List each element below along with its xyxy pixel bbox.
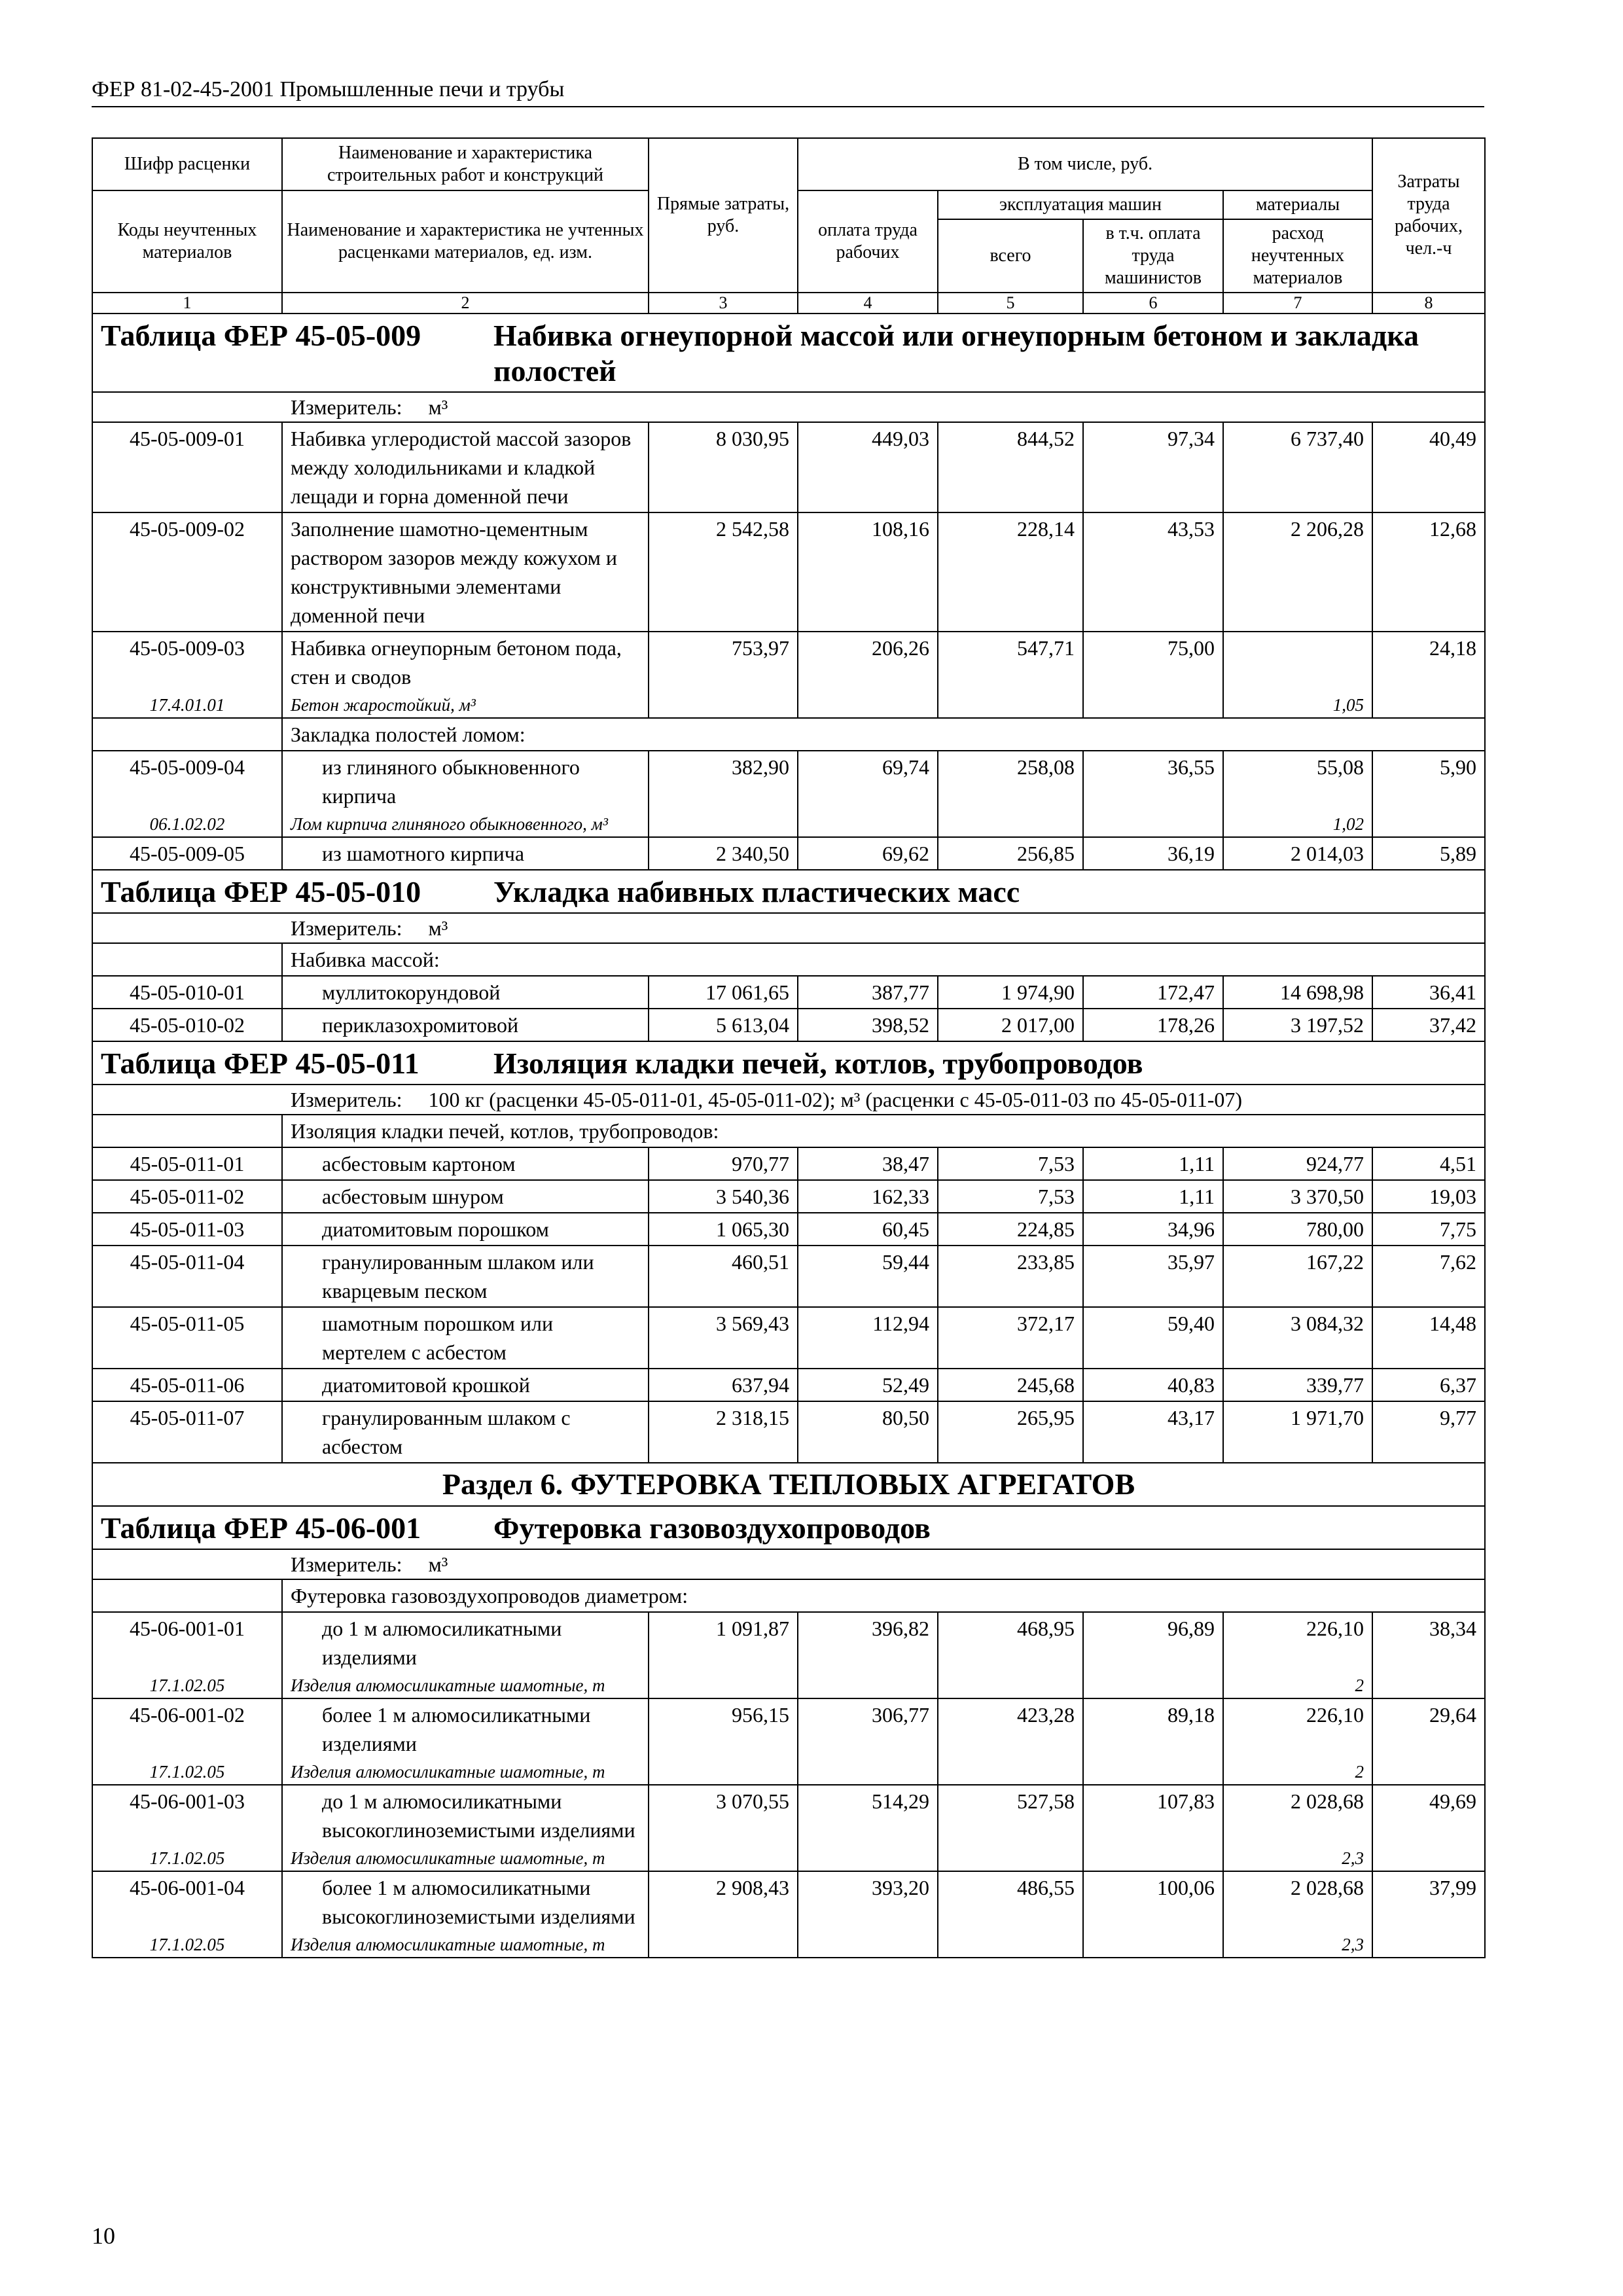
group-label: Футеровка газовоздухопроводов диаметром: (282, 1579, 1485, 1612)
machinist-wage: 89,18 (1083, 1698, 1223, 1759)
material-quantity: 2,3 (1223, 1846, 1372, 1871)
machines-total: 2 017,00 (938, 1009, 1083, 1041)
materials-cost: 3 084,32 (1223, 1307, 1372, 1369)
table-row (92, 1612, 1485, 1673)
table-title-row (92, 314, 1485, 392)
rate-code: 45-05-009-04 (92, 751, 282, 812)
col-code-header: Шифр расценки (92, 138, 282, 190)
materials-cost: 2 014,03 (1223, 837, 1372, 870)
meter-label: Измеритель: (291, 395, 402, 419)
unaccounted-material-row (92, 812, 1485, 837)
machines-total: 256,85 (938, 837, 1083, 870)
table-number: Таблица ФЕР 45-05-010 (101, 875, 421, 908)
machines-total: 233,85 (938, 1246, 1083, 1307)
group-row (92, 943, 1485, 976)
table-row (92, 976, 1485, 1009)
direct-costs: 460,51 (649, 1246, 798, 1307)
labor-hours: 9,77 (1372, 1401, 1485, 1463)
table-title-row (92, 870, 1485, 913)
machinist-wage: 34,96 (1083, 1213, 1223, 1246)
materials-cost: 167,22 (1223, 1246, 1372, 1307)
group-code-empty (92, 943, 282, 976)
empty-cell (938, 1846, 1083, 1871)
machines-total: 258,08 (938, 751, 1083, 812)
machinist-wage: 59,40 (1083, 1307, 1223, 1369)
table-row (92, 1180, 1485, 1213)
table-number: Таблица ФЕР 45-05-011 (101, 1047, 419, 1080)
meter (92, 1085, 1485, 1115)
col-labor-header: Затраты труда рабочих, чел.-ч (1372, 138, 1485, 293)
empty-cell (798, 1759, 938, 1785)
empty-cell (938, 1673, 1083, 1698)
col-number: 3 (649, 293, 798, 314)
worker-wage: 108,16 (798, 512, 938, 632)
machines-total: 486,55 (938, 1871, 1083, 1932)
empty-cell (938, 1759, 1083, 1785)
labor-hours: 5,90 (1372, 751, 1485, 812)
machinist-wage: 35,97 (1083, 1246, 1223, 1307)
materials-cost (1223, 632, 1372, 692)
table-title (92, 870, 1485, 913)
empty-cell (1083, 812, 1223, 837)
rate-name: муллитокорундовой (282, 976, 649, 1009)
empty-cell (798, 1673, 938, 1698)
worker-wage: 38,47 (798, 1147, 938, 1180)
material-name: Лом кирпича глиняного обыкновенного, м³ (282, 812, 649, 837)
table-row (92, 1213, 1485, 1246)
table-name: Набивка огнеупорной массой или огнеупорным бетоном и закладка полостей (493, 319, 1419, 387)
unaccounted-material-row (92, 1932, 1485, 1958)
labor-hours: 37,42 (1372, 1009, 1485, 1041)
col-number: 4 (798, 293, 938, 314)
worker-wage: 69,62 (798, 837, 938, 870)
table-row (92, 1009, 1485, 1041)
direct-costs: 3 070,55 (649, 1785, 798, 1846)
col-number: 5 (938, 293, 1083, 314)
rate-code: 45-05-011-07 (92, 1401, 282, 1463)
labor-hours: 49,69 (1372, 1785, 1485, 1846)
group-label: Набивка массой: (282, 943, 1485, 976)
labor-hours: 37,99 (1372, 1871, 1485, 1932)
empty-cell (938, 812, 1083, 837)
table-row (92, 1871, 1485, 1932)
machines-total: 1 974,90 (938, 976, 1083, 1009)
worker-wage: 449,03 (798, 422, 938, 512)
labor-hours: 36,41 (1372, 976, 1485, 1009)
materials-cost: 780,00 (1223, 1213, 1372, 1246)
direct-costs: 8 030,95 (649, 422, 798, 512)
material-name: Бетон жаростойкий, м³ (282, 692, 649, 718)
rate-name: диатомитовой крошкой (282, 1369, 649, 1401)
rate-code: 45-06-001-04 (92, 1871, 282, 1932)
table-row (92, 632, 1485, 692)
labor-hours: 14,48 (1372, 1307, 1485, 1369)
table-name: Укладка набивных пластических масс (493, 875, 1020, 908)
col-name-header: Наименование и характеристика строительных работ и конструкций (282, 138, 649, 190)
worker-wage: 162,33 (798, 1180, 938, 1213)
col-name-unacc-header: Наименование и характеристика не учтенных расценками материалов, ед. изм. (282, 190, 649, 293)
materials-cost: 226,10 (1223, 1698, 1372, 1759)
labor-hours: 5,89 (1372, 837, 1485, 870)
labor-hours: 24,18 (1372, 632, 1485, 692)
col-code-unacc-header: Коды неучтенных материалов (92, 190, 282, 293)
direct-costs: 3 540,36 (649, 1180, 798, 1213)
meter (92, 1549, 1485, 1579)
worker-wage: 59,44 (798, 1246, 938, 1307)
material-quantity: 1,02 (1223, 812, 1372, 837)
table-number: Таблица ФЕР 45-06-001 (101, 1511, 421, 1545)
group-code-empty (92, 1115, 282, 1147)
group-code-empty (92, 1579, 282, 1612)
materials-cost: 1 971,70 (1223, 1401, 1372, 1463)
col-number: 8 (1372, 293, 1485, 314)
material-code: 17.1.02.05 (92, 1846, 282, 1871)
direct-costs: 1 065,30 (649, 1213, 798, 1246)
page-number: 10 (92, 2223, 115, 2249)
table-title (92, 1506, 1485, 1549)
empty-cell (649, 692, 798, 718)
direct-costs: 1 091,87 (649, 1612, 798, 1673)
rate-code: 45-05-011-05 (92, 1307, 282, 1369)
worker-wage: 112,94 (798, 1307, 938, 1369)
machines-total: 844,52 (938, 422, 1083, 512)
group-row (92, 1115, 1485, 1147)
meter-row (92, 1549, 1485, 1579)
table-title-row (92, 1041, 1485, 1085)
table-row (92, 1401, 1485, 1463)
table-title (92, 1041, 1485, 1085)
rate-code: 45-05-011-04 (92, 1246, 282, 1307)
machines-total: 527,58 (938, 1785, 1083, 1846)
materials-cost: 3 197,52 (1223, 1009, 1372, 1041)
rate-name: асбестовым картоном (282, 1147, 649, 1180)
unaccounted-material-row (92, 1846, 1485, 1871)
empty-cell (798, 1932, 938, 1958)
section-row (92, 1463, 1485, 1506)
worker-wage: 396,82 (798, 1612, 938, 1673)
empty-cell (1083, 1932, 1223, 1958)
machinist-wage: 75,00 (1083, 632, 1223, 692)
meter-unit: 100 кг (расценки 45-05-011-01, 45-05-011-02); м³ (расценки с 45-05-011-03 по 45-05-011-07) (428, 1088, 1243, 1111)
worker-wage: 80,50 (798, 1401, 938, 1463)
material-quantity: 2 (1223, 1759, 1372, 1785)
materials-cost: 2 028,68 (1223, 1871, 1372, 1932)
table-name: Футеровка газовоздухопроводов (493, 1511, 931, 1545)
meter-unit: м³ (428, 395, 448, 419)
rate-code: 45-06-001-01 (92, 1612, 282, 1673)
table-row (92, 1307, 1485, 1369)
material-quantity: 2 (1223, 1673, 1372, 1698)
table-body (92, 314, 1485, 1958)
machinist-wage: 1,11 (1083, 1180, 1223, 1213)
machinist-wage: 96,89 (1083, 1612, 1223, 1673)
empty-cell (1372, 1932, 1485, 1958)
unaccounted-material-row (92, 1673, 1485, 1698)
material-name: Изделия алюмосиликатные шамотные, т (282, 1932, 649, 1958)
empty-cell (1372, 1673, 1485, 1698)
rate-name: более 1 м алюмосиликатными изделиями (282, 1698, 649, 1759)
worker-wage: 306,77 (798, 1698, 938, 1759)
labor-hours: 29,64 (1372, 1698, 1485, 1759)
material-code: 17.1.02.05 (92, 1932, 282, 1958)
table-row (92, 1369, 1485, 1401)
rate-name: асбестовым шнуром (282, 1180, 649, 1213)
labor-hours: 4,51 (1372, 1147, 1485, 1180)
group-code-empty (92, 718, 282, 751)
worker-wage: 69,74 (798, 751, 938, 812)
rate-name: Набивка огнеупорным бетоном пода, стен и сводов (282, 632, 649, 692)
direct-costs: 637,94 (649, 1369, 798, 1401)
machinist-wage: 40,83 (1083, 1369, 1223, 1401)
worker-wage: 52,49 (798, 1369, 938, 1401)
empty-cell (649, 1846, 798, 1871)
machines-total: 468,95 (938, 1612, 1083, 1673)
labor-hours: 6,37 (1372, 1369, 1485, 1401)
materials-cost: 3 370,50 (1223, 1180, 1372, 1213)
worker-wage: 206,26 (798, 632, 938, 692)
machines-total: 372,17 (938, 1307, 1083, 1369)
rate-name: из шамотного кирпича (282, 837, 649, 870)
table-row (92, 1698, 1485, 1759)
direct-costs: 970,77 (649, 1147, 798, 1180)
col-machines-header: эксплуатация машин (938, 190, 1223, 219)
rate-code: 45-05-009-05 (92, 837, 282, 870)
materials-cost: 55,08 (1223, 751, 1372, 812)
labor-hours: 38,34 (1372, 1612, 1485, 1673)
machines-total: 224,85 (938, 1213, 1083, 1246)
col-wage-header: оплата труда рабочих (798, 190, 938, 293)
direct-costs: 3 569,43 (649, 1307, 798, 1369)
material-code: 06.1.02.02 (92, 812, 282, 837)
rate-name: Заполнение шамотно-цементным раствором зазоров между кожухом и конструктивными элементами доменной печи (282, 512, 649, 632)
empty-cell (1372, 812, 1485, 837)
unaccounted-material-row (92, 1759, 1485, 1785)
rate-name: из глиняного обыкновенного кирпича (282, 751, 649, 812)
rates-table (92, 137, 1486, 1958)
direct-costs: 17 061,65 (649, 976, 798, 1009)
worker-wage: 393,20 (798, 1871, 938, 1932)
direct-costs: 2 340,50 (649, 837, 798, 870)
empty-cell (938, 692, 1083, 718)
direct-costs: 956,15 (649, 1698, 798, 1759)
table-row (92, 512, 1485, 632)
group-row (92, 718, 1485, 751)
empty-cell (1083, 692, 1223, 718)
material-code: 17.4.01.01 (92, 692, 282, 718)
empty-cell (798, 812, 938, 837)
labor-hours: 19,03 (1372, 1180, 1485, 1213)
machinist-wage: 43,53 (1083, 512, 1223, 632)
machinist-wage: 178,26 (1083, 1009, 1223, 1041)
worker-wage: 60,45 (798, 1213, 938, 1246)
empty-cell (1083, 1673, 1223, 1698)
empty-cell (649, 1673, 798, 1698)
rate-code: 45-05-011-03 (92, 1213, 282, 1246)
group-label: Закладка полостей ломом: (282, 718, 1485, 751)
direct-costs: 5 613,04 (649, 1009, 798, 1041)
rate-name: шамотным порошком или мертелем с асбестом (282, 1307, 649, 1369)
section-title: Раздел 6. ФУТЕРОВКА ТЕПЛОВЫХ АГРЕГАТОВ (92, 1463, 1485, 1506)
machinist-wage: 36,19 (1083, 837, 1223, 870)
labor-hours: 7,62 (1372, 1246, 1485, 1307)
empty-cell (649, 1932, 798, 1958)
machinist-wage: 1,11 (1083, 1147, 1223, 1180)
worker-wage: 398,52 (798, 1009, 938, 1041)
rate-code: 45-06-001-03 (92, 1785, 282, 1846)
rate-name: Набивка углеродистой массой зазоров между холодильниками и кладкой лещади и горна доменной печи (282, 422, 649, 512)
labor-hours: 12,68 (1372, 512, 1485, 632)
empty-cell (1372, 1846, 1485, 1871)
rate-code: 45-05-009-03 (92, 632, 282, 692)
unaccounted-material-row (92, 692, 1485, 718)
machinist-wage: 36,55 (1083, 751, 1223, 812)
machines-total: 228,14 (938, 512, 1083, 632)
machinist-wage: 107,83 (1083, 1785, 1223, 1846)
empty-cell (1372, 1759, 1485, 1785)
empty-cell (1372, 692, 1485, 718)
material-quantity: 1,05 (1223, 692, 1372, 718)
meter-label: Измеритель: (291, 1552, 402, 1576)
table-head (92, 138, 1485, 314)
group-row (92, 1579, 1485, 1612)
empty-cell (798, 692, 938, 718)
col-number: 2 (282, 293, 649, 314)
table-row (92, 1785, 1485, 1846)
labor-hours: 7,75 (1372, 1213, 1485, 1246)
rate-code: 45-05-009-02 (92, 512, 282, 632)
materials-cost: 924,77 (1223, 1147, 1372, 1180)
rate-code: 45-05-011-06 (92, 1369, 282, 1401)
direct-costs: 753,97 (649, 632, 798, 692)
table-name: Изоляция кладки печей, котлов, трубопроводов (493, 1047, 1143, 1080)
col-number: 7 (1223, 293, 1372, 314)
col-materials-header: материалы (1223, 190, 1372, 219)
rate-name: до 1 м алюмосиликатными высокоглиноземистыми изделиями (282, 1785, 649, 1846)
rate-code: 45-06-001-02 (92, 1698, 282, 1759)
material-name: Изделия алюмосиликатные шамотные, т (282, 1673, 649, 1698)
meter (92, 392, 1485, 422)
rate-code: 45-05-010-02 (92, 1009, 282, 1041)
table-row (92, 837, 1485, 870)
col-mat-unacc-header: расход неучтенных материалов (1223, 219, 1372, 293)
machines-total: 423,28 (938, 1698, 1083, 1759)
material-name: Изделия алюмосиликатные шамотные, т (282, 1759, 649, 1785)
machines-total: 547,71 (938, 632, 1083, 692)
meter-label: Измеритель: (291, 1088, 402, 1111)
worker-wage: 387,77 (798, 976, 938, 1009)
meter-unit: м³ (428, 916, 448, 940)
rate-name: более 1 м алюмосиликатными высокоглиноземистыми изделиями (282, 1871, 649, 1932)
direct-costs: 2 318,15 (649, 1401, 798, 1463)
table-row (92, 1246, 1485, 1307)
meter (92, 913, 1485, 943)
machines-total: 265,95 (938, 1401, 1083, 1463)
col-number: 1 (92, 293, 282, 314)
col-direct-header: Прямые затраты, руб. (649, 138, 798, 293)
rates-table-container (92, 137, 1484, 1958)
rate-code: 45-05-010-01 (92, 976, 282, 1009)
table-row (92, 751, 1485, 812)
material-code: 17.1.02.05 (92, 1759, 282, 1785)
group-label: Изоляция кладки печей, котлов, трубопроводов: (282, 1115, 1485, 1147)
page-header: ФЕР 81-02-45-2001 Промышленные печи и трубы (92, 77, 1484, 107)
rate-name: периклазохромитовой (282, 1009, 649, 1041)
machines-total: 245,68 (938, 1369, 1083, 1401)
material-quantity: 2,3 (1223, 1932, 1372, 1958)
rate-code: 45-05-011-01 (92, 1147, 282, 1180)
direct-costs: 382,90 (649, 751, 798, 812)
direct-costs: 2 908,43 (649, 1871, 798, 1932)
meter-label: Измеритель: (291, 916, 402, 940)
empty-cell (1083, 1759, 1223, 1785)
materials-cost: 2 206,28 (1223, 512, 1372, 632)
labor-hours: 40,49 (1372, 422, 1485, 512)
empty-cell (649, 1759, 798, 1785)
meter-unit: м³ (428, 1552, 448, 1576)
materials-cost: 339,77 (1223, 1369, 1372, 1401)
table-title (92, 314, 1485, 392)
worker-wage: 514,29 (798, 1785, 938, 1846)
table-row (92, 422, 1485, 512)
meter-row (92, 1085, 1485, 1115)
materials-cost: 6 737,40 (1223, 422, 1372, 512)
rate-name: до 1 м алюмосиликатными изделиями (282, 1612, 649, 1673)
material-name: Изделия алюмосиликатные шамотные, т (282, 1846, 649, 1871)
meter-row (92, 392, 1485, 422)
table-title-row (92, 1506, 1485, 1549)
materials-cost: 2 028,68 (1223, 1785, 1372, 1846)
direct-costs: 2 542,58 (649, 512, 798, 632)
machines-total: 7,53 (938, 1147, 1083, 1180)
table-row (92, 1147, 1485, 1180)
materials-cost: 14 698,98 (1223, 976, 1372, 1009)
empty-cell (798, 1846, 938, 1871)
rate-name: гранулированным шлаком с асбестом (282, 1401, 649, 1463)
col-mach-wage-header: в т.ч. оплата труда машинистов (1083, 219, 1223, 293)
machinist-wage: 43,17 (1083, 1401, 1223, 1463)
empty-cell (938, 1932, 1083, 1958)
rate-code: 45-05-009-01 (92, 422, 282, 512)
empty-cell (649, 812, 798, 837)
col-number: 6 (1083, 293, 1223, 314)
material-code: 17.1.02.05 (92, 1673, 282, 1698)
machinist-wage: 97,34 (1083, 422, 1223, 512)
col-incl-header: В том числе, руб. (798, 138, 1372, 190)
col-mach-total-header: всего (938, 219, 1083, 293)
empty-cell (1083, 1846, 1223, 1871)
materials-cost: 226,10 (1223, 1612, 1372, 1673)
machines-total: 7,53 (938, 1180, 1083, 1213)
machinist-wage: 100,06 (1083, 1871, 1223, 1932)
rate-code: 45-05-011-02 (92, 1180, 282, 1213)
rate-name: диатомитовым порошком (282, 1213, 649, 1246)
meter-row (92, 913, 1485, 943)
table-number: Таблица ФЕР 45-05-009 (101, 319, 421, 352)
machinist-wage: 172,47 (1083, 976, 1223, 1009)
rate-name: гранулированным шлаком или кварцевым песком (282, 1246, 649, 1307)
